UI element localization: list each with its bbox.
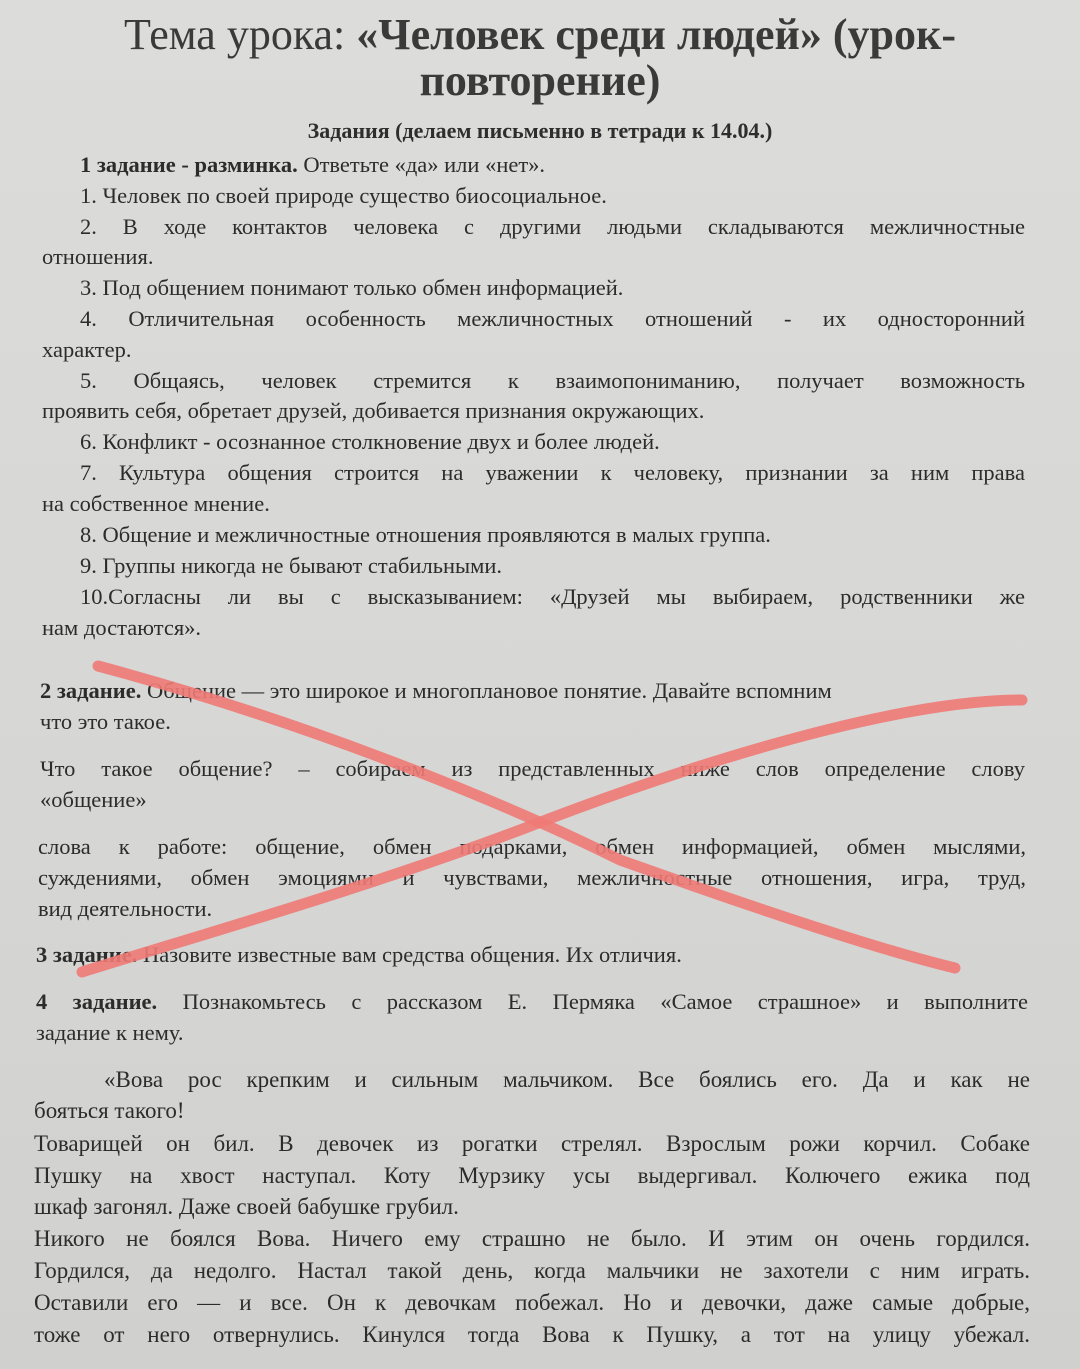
task1-item: 5. Общаясь, человек стремится к взаимопониманию, получает возможность [80, 368, 1025, 393]
story-line: шкаф загонял. Даже своей бабушке грубил. [34, 1194, 459, 1219]
story-line: Пушку на хвост наступал. Коту Мурзику усы выдергивал. Колючего ежика под [34, 1163, 1030, 1188]
story-line: Гордился, да недолго. Настал такой день, когда мальчики не захотели с ним играть. [34, 1258, 1030, 1283]
task1-item: 7. Культура общения строится на уважении к человеку, признании за ним права [80, 460, 1025, 485]
task2-line: суждениями, обмен эмоциями и чувствами, межличностные отношения, игра, труд, [38, 865, 1026, 890]
task1-item: 6. Конфликт - осознанное столкновение двух и более людей. [80, 429, 660, 454]
lesson-title-line1: Тема урока: «Человек среди людей» (урок- [124, 10, 956, 59]
story-line: «Вова рос крепким и сильным мальчиком. Все боялись его. Да и как не [104, 1067, 1030, 1092]
task1-item: 9. Группы никогда не бывают стабильными. [80, 553, 503, 578]
task2-line: вид деятельности. [38, 896, 213, 921]
story-line: бояться такого! [34, 1098, 185, 1123]
task2-line: «общение» [40, 787, 147, 812]
task4-first-line: 4 задание. Познакомьтесь с рассказом Е. Пермяка «Самое страшное» и выполните [36, 989, 1028, 1014]
task2-line: Что такое общение? – собираем из представленных ниже слов определение слову [40, 756, 1025, 781]
task1-item-cont: отношения. [42, 244, 154, 269]
story-line: Никого не боялся Вова. Ничего ему страшно не было. И этим он очень гордился. [34, 1226, 1030, 1251]
task1-item: 4. Отличительная особенность межличностных отношений - их односторонний [80, 306, 1025, 331]
task1-item: 2. В ходе контактов человека с другими людьми складываются межличностные [80, 214, 1025, 239]
task2-line: слова к работе: общение, обмен подарками, обмен информацией, обмен мыслями, [38, 834, 1026, 859]
task3-line: 3 задание. Назовите известные вам средства общения. Их отличия. [36, 942, 682, 967]
task2-line: что это такое. [40, 709, 171, 734]
story-line: тоже от него отвернулись. Кинулся тогда Вова к Пушку, а тот на улицу убежал. [34, 1322, 1030, 1347]
lesson-title-line2: повторение) [419, 56, 661, 105]
task1-item: 8. Общение и межличностные отношения проявляются в малых группа. [80, 522, 771, 547]
task1-heading-line: 1 задание - разминка. Ответьте «да» или «нет». [80, 152, 546, 177]
task1-item: 10.Согласны ли вы с высказыванием: «Друзей мы выбираем, родственники же [80, 584, 1025, 609]
task1-item-cont: на собственное мнение. [42, 491, 270, 516]
story-line: Товарищей он бил. В девочек из рогатки стрелял. Взрослым рожи корчил. Собаке [34, 1131, 1030, 1156]
task1-item: 1. Человек по своей природе существо биосоциальное. [80, 183, 607, 208]
task1-item-cont: проявить себя, обретает друзей, добивается признания окружающих. [42, 398, 705, 423]
task1-item: 3. Под общением понимают только обмен информацией. [80, 275, 624, 300]
assignment-note: Задания (делаем письменно в тетради к 14.04.) [307, 118, 773, 143]
task4-line: задание к нему. [36, 1020, 184, 1045]
task1-item-cont: характер. [42, 337, 132, 362]
task2-first-line: 2 задание. Общение — это широкое и многоплановое понятие. Давайте вспомним [40, 678, 832, 703]
story-line: Оставили его — и все. Он к девочкам побежал. Но и девочки, даже самые добрые, [34, 1290, 1030, 1315]
task1-item-cont: нам достаются». [42, 615, 202, 640]
